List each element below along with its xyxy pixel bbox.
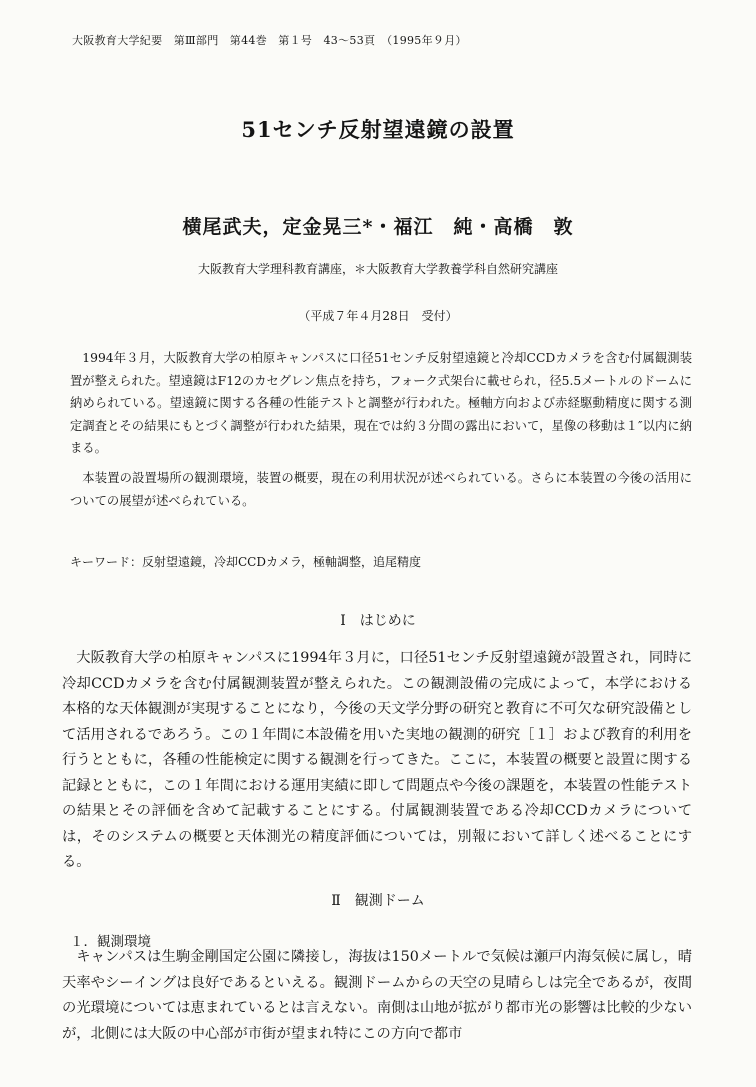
subsection-heading: １．観測環境: [70, 934, 151, 950]
body-paragraph: キャンパスは生駒金剛国定公園に隣接し，海抜は150メートルで気候は瀬戸内海気候に属し，晴天率やシーイングは良好であるといえる。観測ドームからの天空の見晴らしは完全であるが，夜間の光環境については恵まれているとは言えない。南側は山地が拡がり都市光の影響は比較的少ないが，北側には大阪の中心部が市街が望まれ特にこの方向で都市: [62, 949, 692, 1042]
abstract-paragraph: 1994年３月，大阪教育大学の柏原キャンパスに口径51センチ反射望遠鏡と冷却CCDカメラを含む付属観測装置が整えられた。望遠鏡はF12のカセグレン焦点を持ち，フォーク式架台に載せられ，径5.5メートルのドームに納められている。望遠鏡に関する各種の性能テストと調整が行われた。極軸方向および赤経駆動精度に関する測定調査とその結果にもとづく調整が行われた結果，現在では約３分間の露出において，星像の移動は１″以内に納まる。: [70, 351, 692, 455]
section-heading-introduction: Ⅰ はじめに: [340, 613, 416, 629]
abstract-paragraph: 本装置の設置場所の観測環境，装置の概要，現在の利用状況が述べられている。さらに本装置の今後の活用についての展望が述べられている。: [70, 471, 692, 508]
journal-header: 大阪教育大学紀要 第Ⅲ部門 第44巻 第１号 43～53頁 （1995年９月）: [72, 34, 467, 47]
received-date: （平成７年４月28日 受付）: [298, 309, 458, 323]
paper-title: 51センチ反射望遠鏡の設置: [241, 117, 515, 142]
author-list: 横尾武夫，定金晃三*・福江 純・高橋 敦: [182, 216, 574, 238]
section-heading-dome: Ⅱ 観測ドーム: [331, 893, 425, 909]
keywords: キーワード：反射望遠鏡，冷却CCDカメラ，極軸調整，追尾精度: [70, 555, 422, 569]
body-paragraph: 大阪教育大学の柏原キャンパスに1994年３月に，口径51センチ反射望遠鏡が設置され，同時に冷却CCDカメラを含む付属観測装置が整えられた。この観測設備の完成によって，本学における本格的な天体観測が実現することになり，今後の天文学分野の研究と教育に不可欠な研究設備として活用されるであろう。この１年間に本設備を用いた実地の観測的研究［１］および教育的利用を行うとともに，各種の性能検定に関する観測を行ってきた。ここに，本装置の概要と設置に関する記録とともに，この１年間における運用実績に即して問題点や今後の課題を，本装置の性能テストの結果とその評価を含めて記載することにする。付属観測装置である冷却CCDカメラについては，そのシステムの概要と天体測光の精度評価については，別報において詳しく述べることにする。: [62, 650, 692, 870]
affiliation: 大阪教育大学理科教育講座，＊大阪教育大学教養学科自然研究講座: [197, 262, 558, 276]
